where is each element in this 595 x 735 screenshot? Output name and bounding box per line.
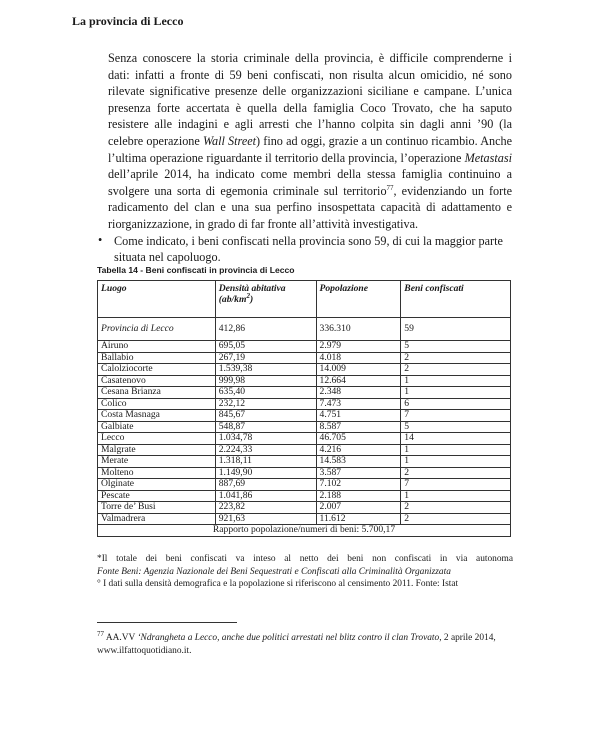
municipality-name: Valmadrera [98,513,216,525]
body-text-1: Senza conoscere la storia criminale della provincia, è difficile comprenderne i dati: infatti a fronte di 59 beni confiscati, non risulta alcun omicidio, né sono rilevate significative presenze delle organizzazioni siciliane e campane. L’unica presenza forte accertata è quella della famiglia Coco Trovato, che ha saputo resistere alle indagini e agli arresti che l’hanno colpita sin dagli anni ’90 (la celebre operazione [108,51,512,148]
municipality-population: 2.188 [316,490,401,502]
body-italic-metastasi: Metastasi [464,150,512,165]
bullet-item [96,234,512,265]
col-header-densita-close: ) [249,294,254,305]
footnote-text-c: , 2 aprile 2014, www.ilfattoquotidiano.it. [97,633,496,656]
municipality-density: 921,63 [215,513,316,525]
table-notes [97,553,513,591]
municipality-density: 1.034,78 [215,433,316,445]
municipality-assets: 1 [401,375,511,387]
municipality-population: 8.587 [316,421,401,433]
municipality-density: 695,05 [215,341,316,353]
ratio-cell: Rapporto popolazione/numeri di beni: 5.700,17 [98,525,511,537]
municipality-name: Casatenovo [98,375,216,387]
table-row [98,352,511,364]
municipality-population: 2.979 [316,341,401,353]
municipality-density: 548,87 [215,421,316,433]
table-row [98,490,511,502]
note-census: ° I dati sulla densità demografica e la popolazione si riferiscono al censimento 2011. Fonte: Istat [97,579,459,589]
municipality-assets: 2 [401,502,511,514]
table-row [98,364,511,376]
municipality-name: Airuno [98,341,216,353]
municipality-population: 11.612 [316,513,401,525]
table-row [98,433,511,445]
col-header-beni: Beni confiscati [401,281,511,318]
municipality-assets: 1 [401,456,511,468]
municipality-density: 845,67 [215,410,316,422]
municipality-density: 267,19 [215,352,316,364]
municipality-name: Costa Masnaga [98,410,216,422]
table-row [98,341,511,353]
municipality-name: Colico [98,398,216,410]
table-row [98,387,511,399]
table-row-province [98,318,511,341]
municipality-population: 7.473 [316,398,401,410]
municipality-assets: 1 [401,387,511,399]
municipality-population: 2.348 [316,387,401,399]
footnote-ref: 77 [386,183,394,192]
municipality-name: Olginate [98,479,216,491]
footnote-divider [97,622,237,623]
municipality-density: 999,98 [215,375,316,387]
municipality-name: Ballabio [98,352,216,364]
municipality-density: 1.539,38 [215,364,316,376]
municipality-assets: 2 [401,352,511,364]
col-header-densita-line1: Densità abitativa [218,283,286,294]
municipality-density: 887,69 [215,479,316,491]
municipality-assets: 2 [401,513,511,525]
table-header-row [98,281,511,318]
municipality-assets: 6 [401,398,511,410]
municipality-name: Malgrate [98,444,216,456]
table-row [98,421,511,433]
table-ratio-row [98,525,511,537]
table-row [98,444,511,456]
municipality-population: 7.102 [316,479,401,491]
footnote-text-a: AA.VV [104,633,138,643]
municipality-name: Galbiate [98,421,216,433]
municipality-assets: 7 [401,479,511,491]
municipality-assets: 2 [401,467,511,479]
municipality-population: 4.751 [316,410,401,422]
confiscated-assets-table [97,280,511,537]
municipality-density: 635,40 [215,387,316,399]
municipality-population: 14.583 [316,456,401,468]
municipality-population: 2.007 [316,502,401,514]
body-text-3: dell’aprile 2014, ha indicato come membri della stessa famiglia continuino a svolgere una sorta di egemonia criminale sul territorio [108,167,512,198]
municipality-density: 1.318,11 [215,456,316,468]
bullet-text: Come indicato, i beni confiscati nella provincia sono 59, di cui la maggior parte situata nel capoluogo. [114,234,503,264]
municipality-density: 1.149,90 [215,467,316,479]
note-source: Fonte Beni: Agenzia Nazionale dei Beni Sequestrati e Confiscati alla Criminalità Organizzata [97,566,451,577]
table-row [98,467,511,479]
municipality-population: 4.018 [316,352,401,364]
province-population: 336.310 [316,318,401,341]
note-total: *Il totale dei beni confiscati va inteso al netto dei beni non confiscati in via autonoma [97,554,513,564]
municipality-assets: 1 [401,444,511,456]
municipality-population: 14.009 [316,364,401,376]
page-header: La provincia di Lecco [72,14,184,28]
table-row [98,398,511,410]
footnote-title: ‘Ndrangheta a Lecco, anche due politici arrestati nel blitz contro il clan Trovato [137,633,440,643]
municipality-assets: 5 [401,421,511,433]
table-row [98,456,511,468]
province-assets: 59 [401,318,511,341]
municipality-population: 46.705 [316,433,401,445]
municipality-density: 1.041,86 [215,490,316,502]
footnote-number: 77 [97,629,104,638]
table-row [98,410,511,422]
municipality-assets: 14 [401,433,511,445]
body-text-4: , evidenziando un forte radicamento del clan e una sua perfino insospettata capacità di adattamento e riorganizzazione, in grado di far fronte all’attività investigativa. [108,183,512,231]
municipality-assets: 1 [401,490,511,502]
municipality-assets: 5 [401,341,511,353]
municipality-assets: 7 [401,410,511,422]
body-italic-wall-street: Wall Street [202,133,257,148]
body-paragraph [108,50,512,233]
municipality-name: Calolziocorte [98,364,216,376]
footnote [97,629,515,658]
province-name: Provincia di Lecco [98,318,216,341]
municipality-density: 232,12 [215,398,316,410]
municipality-name: Molteno [98,467,216,479]
table-row [98,513,511,525]
col-header-popolazione: Popolazione [316,281,401,318]
table-row [98,502,511,514]
municipality-name: Torre de’ Busi [98,502,216,514]
municipality-name: Cesana Brianza [98,387,216,399]
table-caption: Tabella 14 - Beni confiscati in provincia di Lecco [97,265,295,275]
table-row [98,375,511,387]
col-header-densita-unit: (ab/km [218,294,247,305]
table-row [98,479,511,491]
municipality-assets: 2 [401,364,511,376]
col-header-densita-sup: 2 [246,291,250,300]
municipality-density: 2.224,33 [215,444,316,456]
municipality-name: Merate [98,456,216,468]
province-density: 412,86 [215,318,316,341]
bullet-icon: • [98,233,103,247]
municipality-density: 223,82 [215,502,316,514]
municipality-population: 3.587 [316,467,401,479]
municipality-name: Lecco [98,433,216,445]
municipality-population: 12.664 [316,375,401,387]
municipality-name: Pescate [98,490,216,502]
col-header-luogo: Luogo [98,281,216,318]
col-header-densita [215,281,316,318]
municipality-population: 4.216 [316,444,401,456]
body-text-2: ) fino ad oggi, grazie a un continuo ricambio. Anche l’ultima operazione riguardante il territorio della provincia, l’operazione [108,133,512,165]
